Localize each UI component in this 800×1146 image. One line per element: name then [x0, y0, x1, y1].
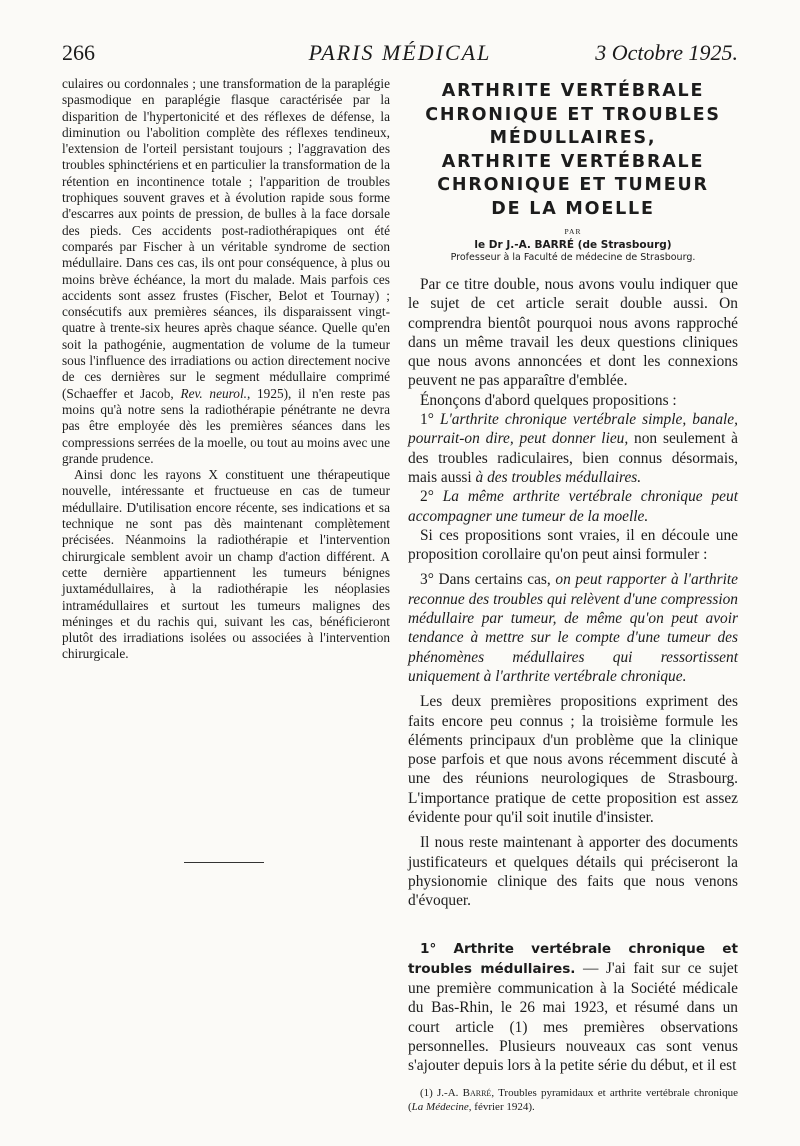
by-word: PAR [564, 227, 582, 236]
end-rule [184, 862, 264, 863]
proposition-3: 3° Dans certains cas, on peut rapporter à l'arthrite reconnue des troubles qui relèvent d'une compression médullaire par tumeur, de même qu'on peut avoir tendance à mettre sur le compte d'une tumeur des phénomènes médullaires qui ressortissent uniquement à l'arthrite vertébrale chronique. [408, 571, 738, 685]
proposition-2: 2° La même arthrite vertébrale chronique peut accompagner une tumeur de la moelle. [408, 488, 738, 525]
left-paragraph-1: culaires ou cordonnales ; une transformation de la paraplégie spasmodique en paraplégie flasque caractérisée par la disparition de l'hypertonicité et des réflexes de défense, la diminution ou l'abolition complète des réflexes tendineux, l'extension de l'orteil persistant toujours ; l'aggravation des troubles sphinctériens et en particulier la transformation de la rétention en incontinence totale ; l'apparition de troubles trophiques souvent graves et à évolution rapide sous forme d'escarres aux points de pression, de bulles à la face dorsale des pieds. Ces accidents post-radiothérapiques ont été comparés par Fischer à un véritable syndrome de section médullaire. Dans ces cas, ils ont pour conséquence, à plus ou moins brève échéance, la mort du malade. Mais parfois ces accidents sont assez frustes (Fischer, Belot et Tournay) ; consécutifs aux premières séances, ils disparaissent vingt-quatre à trente-six heures après chaque séance. Quelle qu'en soit la pathogénie, augmentation de volume de la tumeur sous l'influence des irradiations ou action directement nocive de ces dernières sur le segment médullaire comprimé (Schaeffer et Jacob, Rev. neurol., 1925), il n'en reste pas moins qu'à notre sens la radiothérapie pénétrante ne devra pas être employée dès les premières séances dans les compressions serrées de la moelle, ou tout au moins avec une grande prudence. [62, 76, 391, 466]
title-line: CHRONIQUE ET TROUBLES [425, 104, 721, 125]
author-line: le Dr J.-A. BARRÉ (de Strasbourg) [474, 239, 672, 251]
enonce-paragraph: Énonçons d'abord quelques propositions : [420, 391, 677, 409]
left-paragraph-2: Ainsi donc les rayons X constituent une thérapeutique nouvelle, intéressante et fructueuse en cas de tumeur médullaire. D'utilisation encore récente, ses indications et sa technique ne sont pas dès maintenant complètement précisées. Néanmoins la radiothérapie et l'intervention chirurgicale semblent avoir un champ d'action différent. A cette dernière appartiennent les tumeurs bénignes juxtamédullaires, à la radiothérapie les néoplasies intramédullaires et surtout les tumeurs malignes des méninges et du rachis qui, suivant les cas, bénéficieront plutôt des irradiations isolées ou associées à l'intervention chirurgicale. [62, 467, 390, 662]
intro-paragraph: Par ce titre double, nous avons voulu indiquer que le sujet de cet article serait double aussi. On comprendra bientôt pourquoi nous avons rapproché dans un même travail les deux questions cliniques que nous avons annoncées et dont les connexions peuvent ne pas apparaître d'emblée. [408, 276, 738, 390]
title-line: MÉDULLAIRES, [489, 128, 657, 148]
left-column [62, 76, 390, 663]
journal-citation: Rev. neurol. [180, 385, 247, 401]
section-1-paragraph: 1° Arthrite vertébrale chronique et troubles médullaires. — J'ai fait sur ce sujet une première communication à la Société médicale du Bas-Rhin, le 26 mai 1923, et résumé dans un court article (1) mes premières observations personnelles. Plusieurs nouveaux cas sont venus s'ajouter depuis lors à la petite série du début, et il est [408, 940, 738, 1075]
issue-date: 3 Octobre 1925. [595, 40, 738, 65]
proposition-1: 1° L'arthrite chronique vertébrale simple, banale, pourrait-on dire, peut donner lieu, non seulement à des troubles radiculaires, bien connus désormais, mais aussi à des troubles médullaires. [408, 411, 739, 486]
title-line: DE LA MOELLE [491, 198, 655, 219]
title-line: CHRONIQUE ET TUMEUR [437, 175, 709, 195]
author-affiliation: Professeur à la Faculté de médecine de Strasbourg. [450, 252, 696, 263]
right-column [408, 76, 738, 1125]
article-title [408, 80, 738, 221]
discussion-paragraph: Les deux premières propositions expriment des faits encore peu connus ; la troisième formule les éléments principaux d'un problème que la clinique pose parfois et que nous avons récemment discuté à une des réunions neurologiques de Strasbourg. L'importance pratique de cette proposition est assez évidente pour qu'il soit inutile d'insister. [408, 693, 738, 827]
running-header [62, 40, 738, 70]
section-heading: 1° Arthrite vertébrale chronique et troubles médullaires. [408, 940, 738, 977]
page-number: 266 [62, 40, 95, 65]
closing-paragraph: Il nous reste maintenant à apporter des documents justificateurs et quelques détails qui préciseront la physionomie clinique des faits que nous venons d'évoquer. [408, 834, 738, 910]
journal-title: PARIS MÉDICAL [308, 40, 492, 65]
title-line: ARTHRITE VERTÉBRALE [441, 81, 705, 101]
footnote: (1) J.-A. Barré, Troubles pyramidaux et arthrite vertébrale chronique (La Médecine, février 1924). [408, 1086, 738, 1113]
title-line: ARTHRITE VERTÉBRALE [441, 151, 705, 172]
corollary-paragraph: Si ces propositions sont vraies, il en découle une proposition corollaire qu'on peut ainsi formuler : [408, 526, 738, 564]
